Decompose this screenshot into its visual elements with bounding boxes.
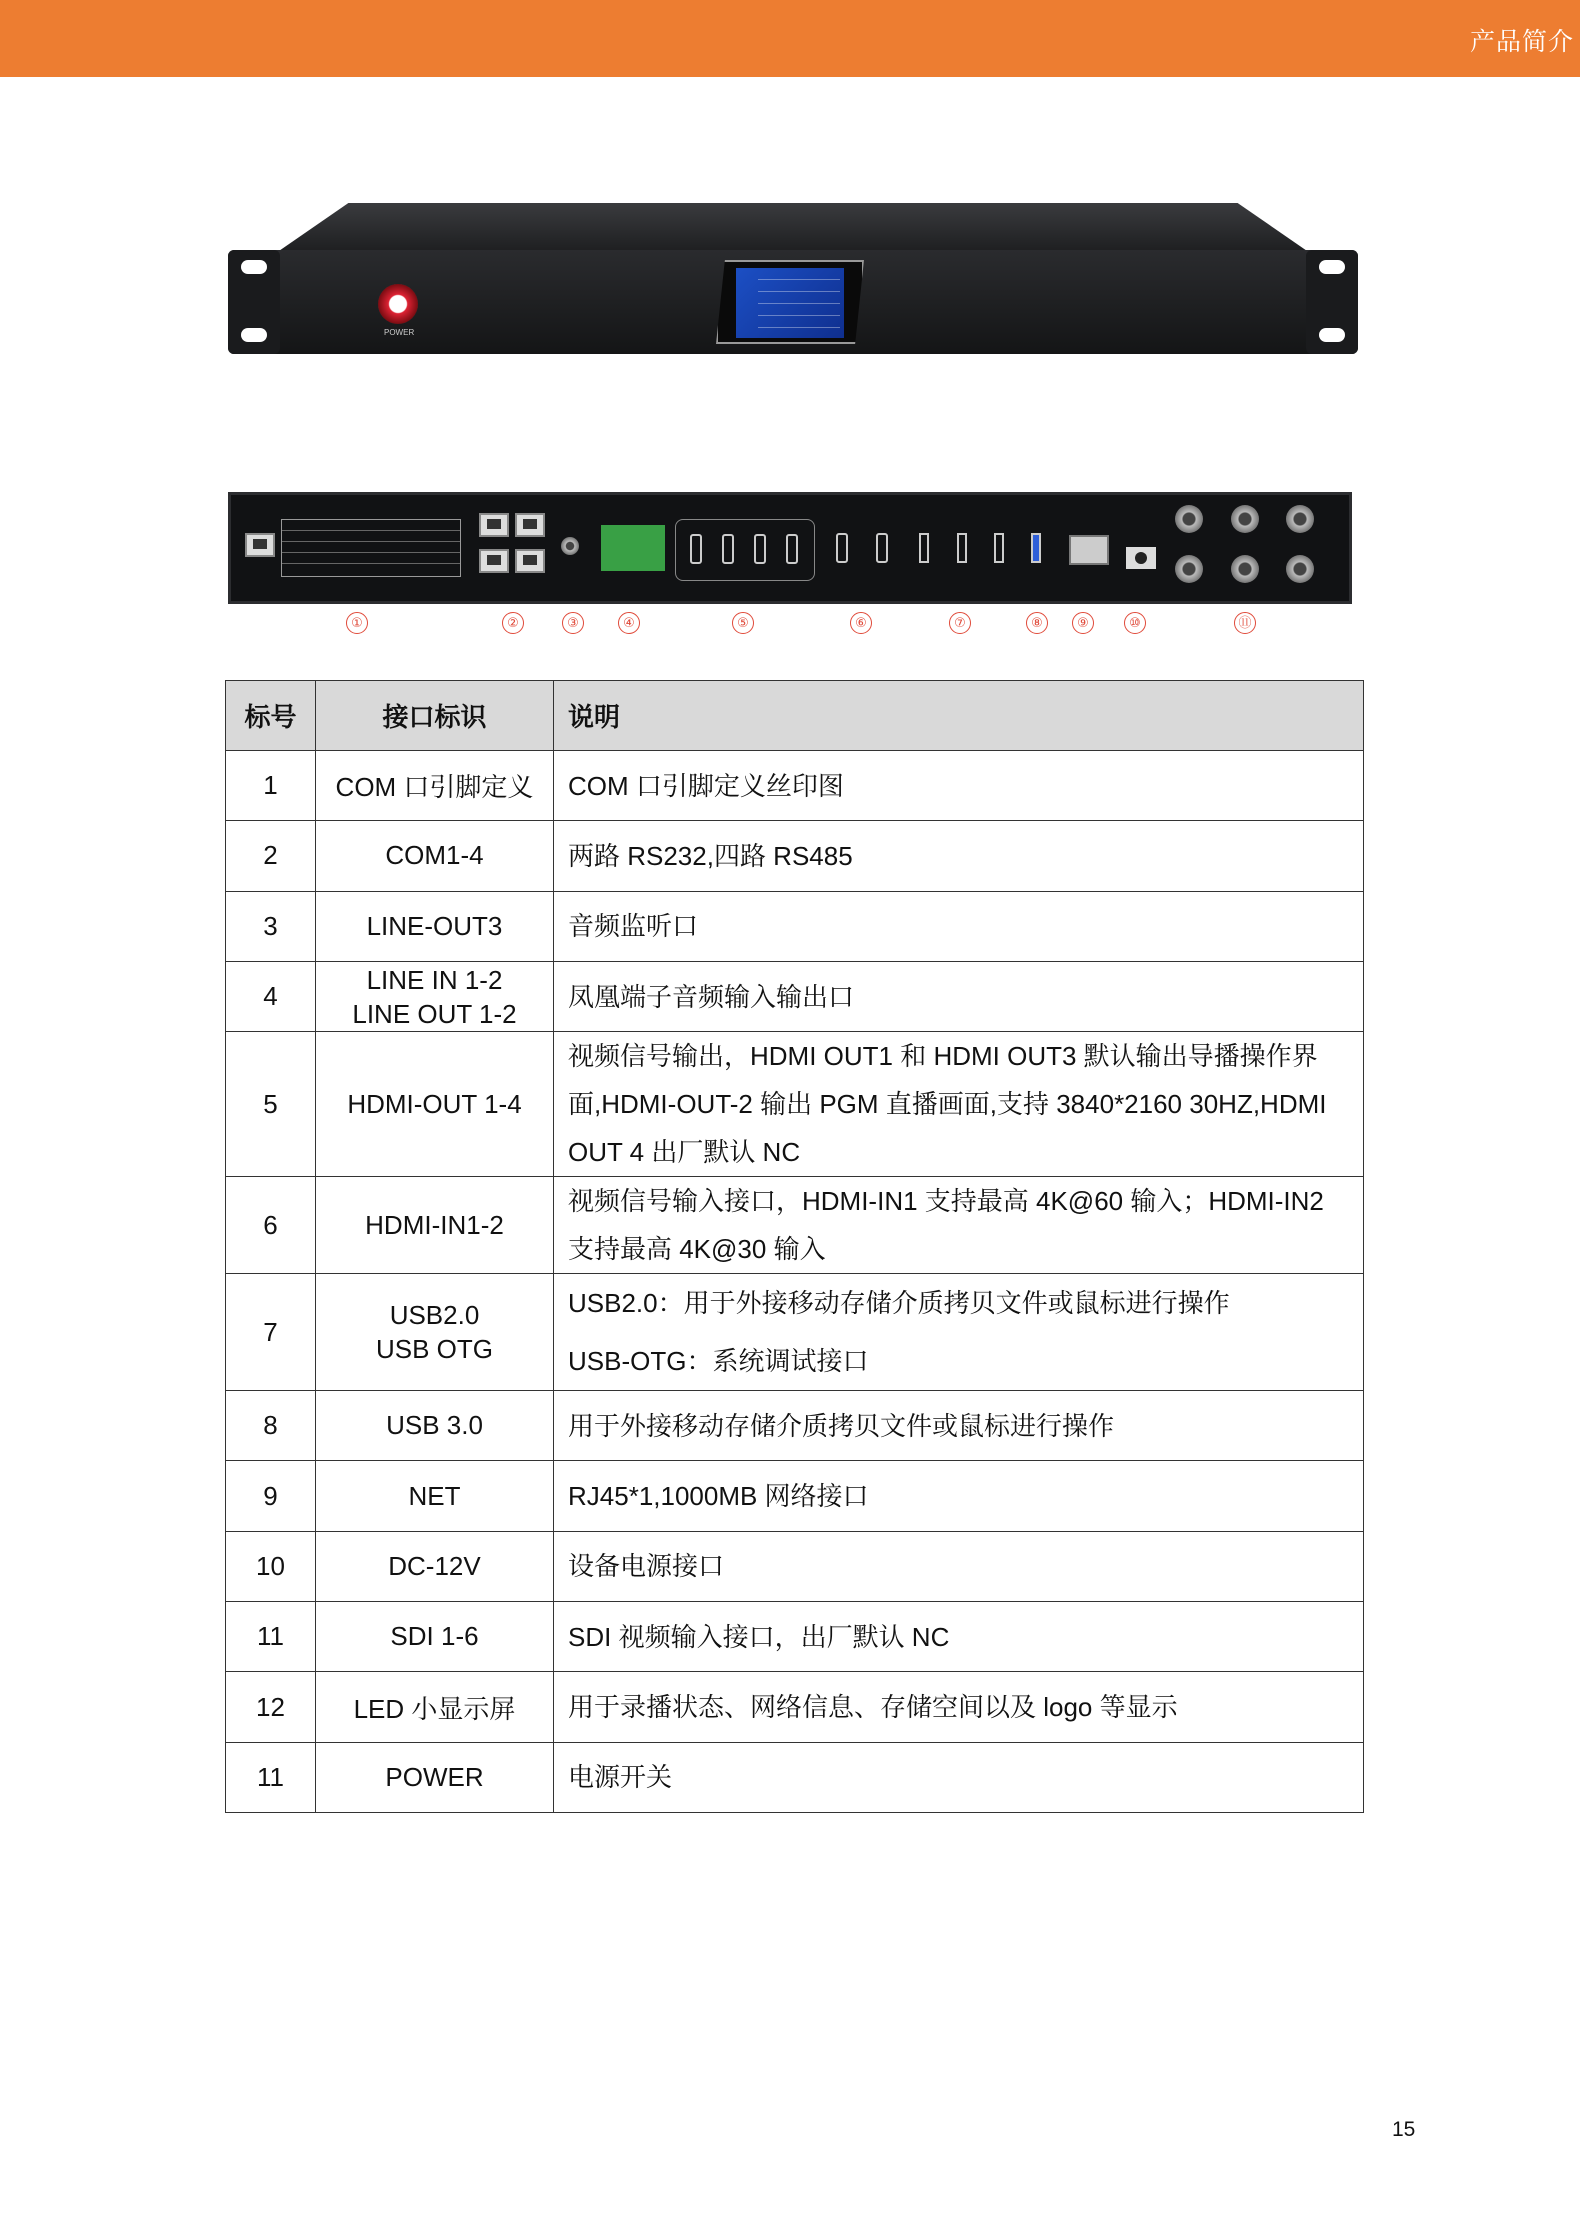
row-number: 8	[226, 1391, 316, 1461]
interface-line: LED 小显示屏	[353, 1693, 516, 1724]
table-row	[226, 891, 1364, 961]
callout-11: ⑪	[1234, 612, 1256, 634]
description-line: COM 口引脚定义丝印图	[568, 770, 844, 801]
sdi-3-connector-icon	[1286, 505, 1314, 533]
interface-line: NET	[408, 1480, 461, 1511]
row-interface	[316, 961, 554, 1031]
rack-ear-right	[1306, 250, 1358, 354]
callout-1: ①	[346, 612, 368, 634]
interface-line: HDMI-OUT 1-4	[347, 1088, 522, 1119]
sdi-5-connector-icon	[1231, 555, 1259, 583]
table-row	[226, 1531, 1364, 1601]
hdmi-out-group	[675, 519, 815, 581]
headphone-jack-icon	[561, 537, 579, 555]
row-number: 1	[226, 751, 316, 821]
interface-line: COM 口引脚定义	[335, 772, 534, 803]
row-description	[554, 961, 1364, 1031]
row-description	[554, 1742, 1364, 1812]
row-interface	[316, 1032, 554, 1177]
sdi-1-connector-icon	[1175, 505, 1203, 533]
description-line: 支持最高 4K@30 输入	[568, 1234, 826, 1265]
row-description	[554, 821, 1364, 891]
rack-ear-hole	[241, 260, 267, 274]
com-pin-table-graphic	[281, 519, 461, 577]
row-interface	[316, 1274, 554, 1391]
row-interface	[316, 891, 554, 961]
interface-line: DC-12V	[388, 1550, 481, 1581]
hdmi-in-1-icon	[836, 533, 848, 563]
description-line: 视频信号输出，HDMI OUT1 和 HDMI OUT3 默认输出导播操作界	[568, 1041, 1318, 1072]
description-line: 用于录播状态、网络信息、存储空间以及 logo 等显示	[568, 1692, 1178, 1723]
description-line: 凤凰端子音频输入输出口	[568, 981, 855, 1012]
row-number: 2	[226, 821, 316, 891]
device-rear-panel-image	[228, 492, 1352, 604]
description-line: USB-OTG：系统调试接口	[568, 1346, 869, 1377]
interface-line: POWER	[385, 1761, 484, 1792]
row-interface	[316, 1742, 554, 1812]
row-number: 9	[226, 1461, 316, 1531]
row-number: 4	[226, 961, 316, 1031]
table-row	[226, 961, 1364, 1031]
rack-ear-hole	[241, 328, 267, 342]
power-label: POWER	[384, 328, 415, 337]
sdi-2-connector-icon	[1231, 505, 1259, 533]
row-description	[554, 1177, 1364, 1274]
interface-spec-table	[225, 680, 1364, 1813]
interface-line: SDI 1-6	[390, 1621, 479, 1652]
description-line: 面,HDMI-OUT-2 输出 PGM 直播画面,支持 3840*2160 30HZ,HDMI	[568, 1089, 1327, 1120]
row-interface	[316, 1461, 554, 1531]
interface-line: USB2.0	[389, 1300, 480, 1331]
phoenix-terminal-icon	[601, 525, 665, 571]
interface-line: HDMI-IN1-2	[365, 1209, 504, 1240]
description-line: RJ45*1,1000MB 网络接口	[568, 1481, 869, 1512]
row-interface	[316, 1177, 554, 1274]
lcd-display-icon	[716, 260, 864, 344]
com1-port-icon	[515, 513, 545, 537]
rack-ear-hole	[1319, 328, 1345, 342]
usb3-port-icon	[1031, 533, 1041, 563]
row-number: 11	[226, 1602, 316, 1672]
row-description	[554, 1274, 1364, 1391]
description-line: USB2.0：用于外接移动存储介质拷贝文件或鼠标进行操作	[568, 1288, 1230, 1319]
callout-3: ③	[562, 612, 584, 634]
callout-6: ⑥	[850, 612, 872, 634]
hdmi-out-3-icon	[754, 534, 766, 564]
row-number: 11	[226, 1742, 316, 1812]
com2-port-icon	[515, 549, 545, 573]
table-row	[226, 1177, 1364, 1274]
row-description	[554, 1391, 1364, 1461]
row-number: 3	[226, 891, 316, 961]
hdmi-out-1-icon	[690, 534, 702, 564]
interface-line: LINE-OUT3	[366, 910, 503, 941]
sdi-6-connector-icon	[1286, 555, 1314, 583]
com4-port-icon	[479, 549, 509, 573]
table-row	[226, 1742, 1364, 1812]
row-interface	[316, 821, 554, 891]
net-port-icon	[1069, 535, 1109, 565]
row-description	[554, 1602, 1364, 1672]
callout-9: ⑨	[1072, 612, 1094, 634]
table-row	[226, 821, 1364, 891]
callout-4: ④	[618, 612, 640, 634]
lcd-screen	[736, 268, 844, 338]
table-row	[226, 1672, 1364, 1742]
row-interface	[316, 1602, 554, 1672]
interface-line: USB OTG	[375, 1334, 493, 1365]
header-bar	[0, 0, 1580, 77]
table-body	[226, 751, 1364, 1813]
row-description	[554, 751, 1364, 821]
description-line: 两路 RS232,四路 RS485	[568, 840, 853, 871]
description-line: 用于外接移动存储介质拷贝文件或鼠标进行操作	[568, 1410, 1115, 1441]
dc-power-jack-icon	[1126, 547, 1156, 569]
row-description	[554, 891, 1364, 961]
row-number: 10	[226, 1531, 316, 1601]
hdmi-in-2-icon	[876, 533, 888, 563]
header-description: 说明	[554, 681, 1364, 751]
header-interface: 接口标识	[316, 681, 554, 751]
table-row	[226, 1274, 1364, 1391]
row-description	[554, 1461, 1364, 1531]
com3-port-icon	[479, 513, 509, 537]
interface-line: COM1-4	[385, 840, 484, 871]
table-row	[226, 1032, 1364, 1177]
description-line: 设备电源接口	[568, 1551, 725, 1582]
description-line: SDI 视频输入接口，出厂默认 NC	[568, 1621, 950, 1652]
description-line: 音频监听口	[568, 911, 699, 942]
sdi-4-connector-icon	[1175, 555, 1203, 583]
row-description	[554, 1531, 1364, 1601]
table-row	[226, 1602, 1364, 1672]
row-number: 6	[226, 1177, 316, 1274]
row-interface	[316, 751, 554, 821]
callout-7: ⑦	[949, 612, 971, 634]
page-number: 15	[1392, 2118, 1416, 2141]
interface-line: LINE IN 1-2	[366, 964, 503, 995]
row-number: 5	[226, 1032, 316, 1177]
callout-2: ②	[502, 612, 524, 634]
description-line: OUT 4 出厂默认 NC	[568, 1137, 801, 1168]
description-line: 视频信号输入接口，HDMI-IN1 支持最高 4K@60 输入；HDMI-IN2	[568, 1186, 1324, 1217]
row-interface	[316, 1672, 554, 1742]
usb-otg-icon	[919, 533, 929, 563]
description-line: 电源开关	[568, 1762, 673, 1793]
usb2-port-icon	[957, 533, 967, 563]
rack-ear-hole	[1319, 260, 1345, 274]
header-title: 产品简介	[1469, 28, 1574, 56]
table-row	[226, 751, 1364, 821]
callout-10: ⑩	[1124, 612, 1146, 634]
device-top-surface	[276, 203, 1310, 253]
hdmi-out-2-icon	[722, 534, 734, 564]
pin-definition-rj-icon	[245, 533, 275, 557]
rear-panel-callouts	[0, 612, 1580, 638]
row-description	[554, 1032, 1364, 1177]
row-interface	[316, 1391, 554, 1461]
power-button-icon	[378, 284, 418, 324]
device-front-panel-image	[228, 198, 1358, 358]
table-row	[226, 1461, 1364, 1531]
row-description	[554, 1672, 1364, 1742]
hdmi-out-4-icon	[786, 534, 798, 564]
callout-8: ⑧	[1026, 612, 1048, 634]
table-row	[226, 1391, 1364, 1461]
interface-line: LINE OUT 1-2	[352, 998, 517, 1029]
usb2-port-icon	[994, 533, 1004, 563]
table-header-row	[226, 681, 1364, 751]
row-number: 12	[226, 1672, 316, 1742]
header-number: 标号	[226, 681, 316, 751]
interface-line: USB 3.0	[386, 1410, 483, 1441]
callout-5: ⑤	[732, 612, 754, 634]
rack-ear-left	[228, 250, 280, 354]
row-interface	[316, 1531, 554, 1601]
row-number: 7	[226, 1274, 316, 1391]
